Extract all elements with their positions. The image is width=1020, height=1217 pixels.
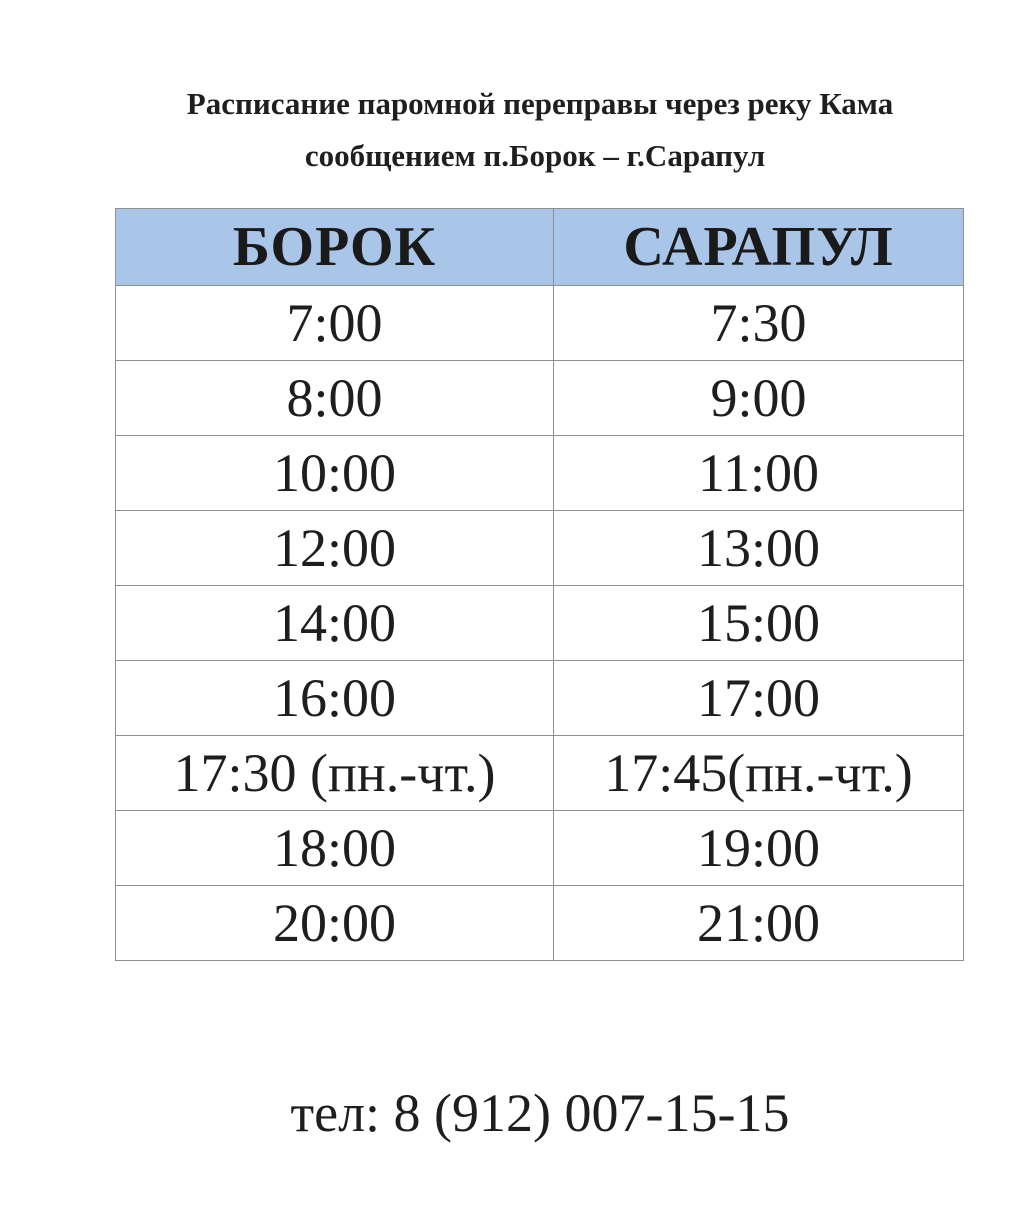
header-borok: БОРОК <box>116 209 554 286</box>
table-row <box>116 436 964 511</box>
borok-departure: 10:00 <box>116 436 554 511</box>
table-row <box>116 811 964 886</box>
borok-departure: 14:00 <box>116 586 554 661</box>
title-line-1: Расписание паромной переправы через реку Кама <box>186 86 894 121</box>
title-line-2: сообщением п.Борок – г.Сарапул <box>304 138 766 173</box>
table-header-row <box>116 209 964 286</box>
header-sarapul: САРАПУЛ <box>554 209 964 286</box>
ferry-schedule-table <box>115 208 964 961</box>
borok-departure: 17:30 (пн.-чт.) <box>116 736 554 811</box>
sarapul-departure: 17:00 <box>554 661 964 736</box>
table-row <box>116 361 964 436</box>
sarapul-departure: 17:45(пн.-чт.) <box>554 736 964 811</box>
borok-departure: 16:00 <box>116 661 554 736</box>
borok-departure: 7:00 <box>116 286 554 361</box>
sarapul-departure: 21:00 <box>554 886 964 961</box>
table-row <box>116 586 964 661</box>
borok-departure: 20:00 <box>116 886 554 961</box>
phone-number: тел: 8 (912) 007-15-15 <box>290 1083 790 1143</box>
borok-departure: 18:00 <box>116 811 554 886</box>
table-row <box>116 286 964 361</box>
table-row <box>116 511 964 586</box>
sarapul-departure: 9:00 <box>554 361 964 436</box>
borok-departure: 8:00 <box>116 361 554 436</box>
sarapul-departure: 13:00 <box>554 511 964 586</box>
table-row <box>116 886 964 961</box>
sarapul-departure: 19:00 <box>554 811 964 886</box>
sarapul-departure: 15:00 <box>554 586 964 661</box>
sarapul-departure: 7:30 <box>554 286 964 361</box>
sarapul-departure: 11:00 <box>554 436 964 511</box>
borok-departure: 12:00 <box>116 511 554 586</box>
table-row <box>116 661 964 736</box>
table-row <box>116 736 964 811</box>
